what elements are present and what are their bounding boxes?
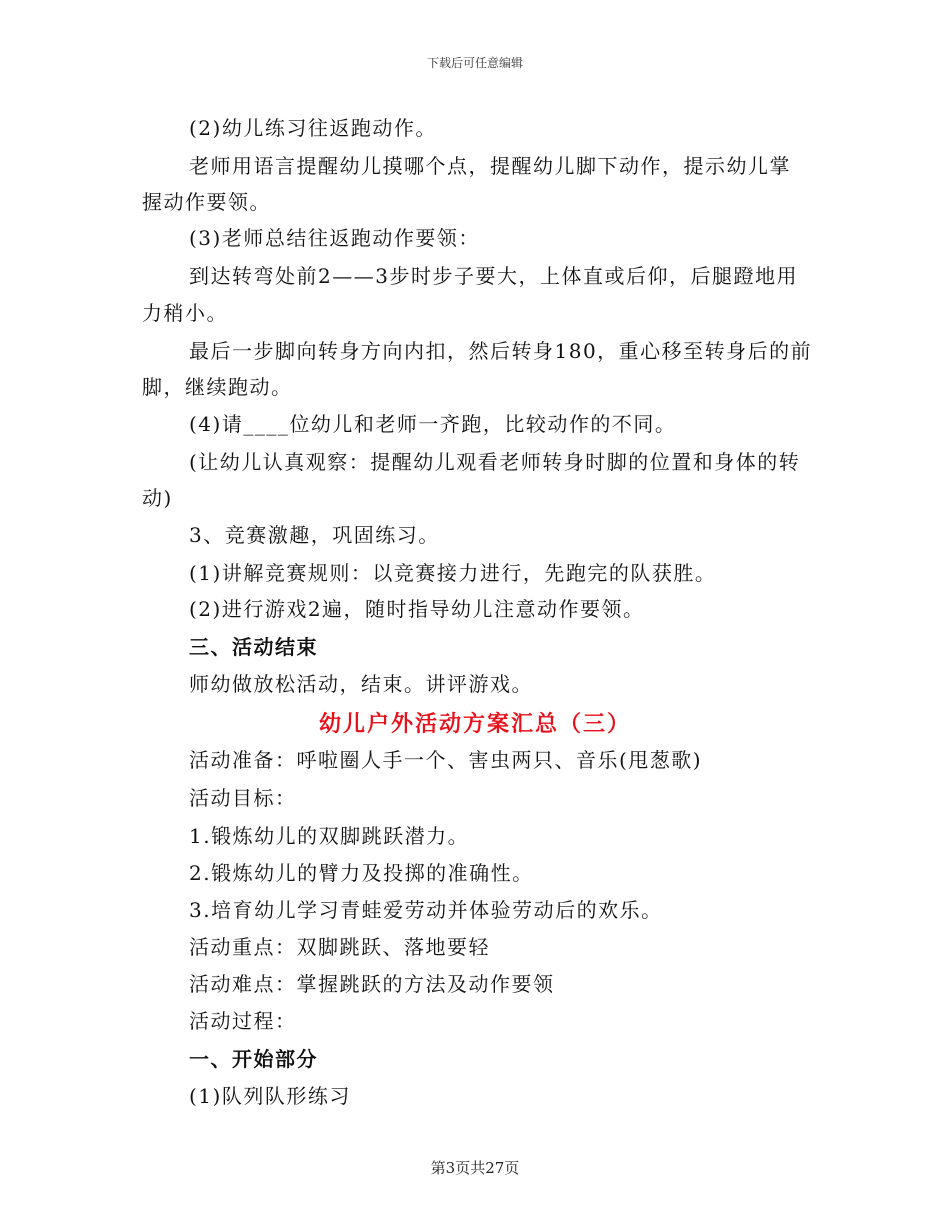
paragraph-line: 活动重点：双脚跳跃、落地要轻 bbox=[189, 935, 490, 959]
paragraph-line: 活动目标： bbox=[189, 786, 297, 810]
paragraph-line: (让幼儿认真观察：提醒幼儿观看老师转身时脚的位置和身体的转 bbox=[189, 450, 801, 474]
paragraph-line: 动) bbox=[142, 486, 173, 510]
paragraph-line: (3)老师总结往返跑动作要领： bbox=[189, 226, 480, 250]
paragraph-line: 脚，继续跑动。 bbox=[142, 375, 293, 399]
paragraph-line: (2)进行游戏2遍，随时指导幼儿注意动作要领。 bbox=[189, 597, 645, 621]
paragraph-line: 3、竞赛激趣，巩固练习。 bbox=[189, 523, 440, 547]
paragraph-line: 师幼做放松活动，结束。讲评游戏。 bbox=[189, 672, 533, 696]
paragraph-line: (4)请____位幼儿和老师一齐跑，比较动作的不同。 bbox=[189, 412, 677, 436]
paragraph-line: (1)讲解竞赛规则：以竞赛接力进行，先跑完的队获胜。 bbox=[189, 561, 717, 585]
section-heading: 三、活动结束 bbox=[189, 635, 318, 659]
paragraph-line: 握动作要领。 bbox=[142, 190, 271, 214]
paragraph-line: 3.培育幼儿学习青蛙爱劳动并体验劳动后的欢乐。 bbox=[189, 898, 663, 922]
section-heading: 一、开始部分 bbox=[189, 1047, 318, 1071]
page-header-note: 下载后可任意编辑 bbox=[426, 56, 523, 70]
page-number-footer: 第3页共27页 bbox=[430, 1159, 520, 1177]
paragraph-line: 力稍小。 bbox=[142, 301, 228, 325]
paragraph-line: 老师用语言提醒幼儿摸哪个点，提醒幼儿脚下动作，提示幼儿掌 bbox=[189, 154, 791, 178]
paragraph-line: 2.锻炼幼儿的臂力及投掷的准确性。 bbox=[189, 861, 534, 885]
document-section-title: 幼儿户外活动方案汇总（三） bbox=[318, 712, 631, 737]
paragraph-line: 活动准备：呼啦圈人手一个、害虫两只、音乐(甩葱歌) bbox=[189, 748, 703, 772]
paragraph-line: (2)幼儿练习往返跑动作。 bbox=[189, 116, 437, 140]
paragraph-line: 到达转弯处前2——3步时步子要大，上体直或后仰，后腿蹬地用 bbox=[189, 264, 798, 288]
paragraph-line: (1)队列队形练习 bbox=[189, 1084, 351, 1108]
paragraph-line: 1.锻炼幼儿的双脚跳跃潜力。 bbox=[189, 824, 470, 848]
paragraph-line: 最后一步脚向转身方向内扣，然后转身180，重心移至转身后的前 bbox=[189, 339, 813, 363]
paragraph-line: 活动过程： bbox=[189, 1009, 297, 1033]
paragraph-line: 活动难点：掌握跳跃的方法及动作要领 bbox=[189, 972, 555, 996]
